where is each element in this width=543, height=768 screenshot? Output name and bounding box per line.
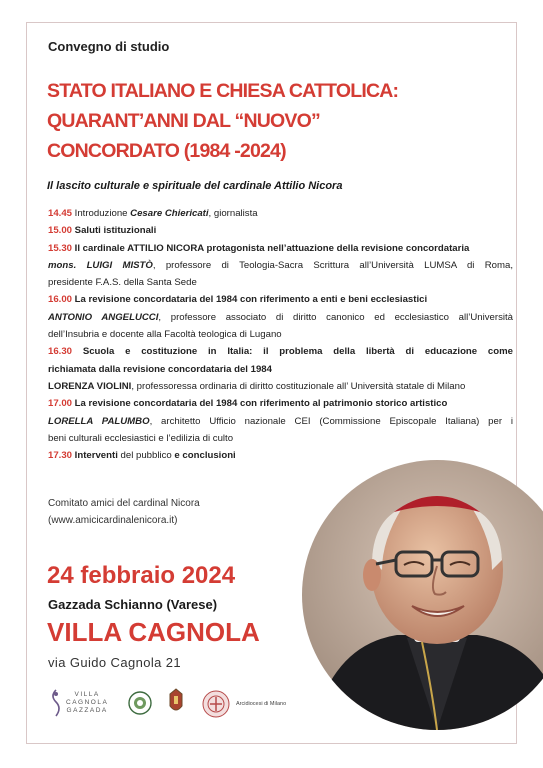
program-title: Saluti istituzionali xyxy=(72,225,157,237)
villa-cagnola-logo-text: VILLA CAGNOLA GAZZADA xyxy=(66,691,109,714)
program-time: 15.30 xyxy=(48,242,73,254)
program-time: 16.00 xyxy=(48,294,73,306)
program-title: La revisione concordataria del 1984 con riferimento al patrimonio storico artistico xyxy=(72,398,448,410)
organizer-name: Comitato amici del cardinal Nicora xyxy=(48,498,200,509)
program-title: Scuola e costituzione in Italia: il problema della libertà di educazione come xyxy=(72,346,513,358)
archdiocese-seal-icon xyxy=(202,690,230,723)
event-address: via Guido Cagnola 21 xyxy=(48,655,182,670)
title-line-3: CONCORDATO (1984 -2024) xyxy=(47,140,286,162)
program-title: Interventi xyxy=(72,450,118,462)
speaker-name: ANTONIO ANGELUCCI xyxy=(48,311,159,323)
program-time: 17.00 xyxy=(48,398,73,410)
speaker-name: Cesare Chiericati xyxy=(130,208,209,219)
program-item xyxy=(48,343,513,360)
program-speaker-line: presidente F.A.S. della Santa Sede xyxy=(48,277,197,289)
program-speaker-line: LORENZA VIOLINI, professoressa ordinaria di diritto costituzionale all’ Università statale di Milano xyxy=(48,380,466,392)
program-title: Il cardinale ATTILIO NICORA protagonista nell’attuazione della revisione concordataria xyxy=(72,242,470,254)
program-list xyxy=(48,205,513,464)
program-speaker-line: beni culturali ecclesiastici e l’edilizia di culto xyxy=(48,432,234,444)
event-kicker: Convegno di studio xyxy=(48,39,170,54)
green-circular-emblem-icon xyxy=(128,691,152,720)
program-item: 14.45 Introduzione Cesare Chiericati, giornalista xyxy=(48,208,258,219)
villa-cagnola-logo-icon xyxy=(48,688,64,723)
program-time: 16.30 xyxy=(48,346,73,358)
program-time: 15.00 xyxy=(48,225,73,237)
program-item xyxy=(48,222,513,239)
program-item: 17.30 Interventi del pubblico e conclusioni xyxy=(48,450,236,462)
program-time: 17.30 xyxy=(48,450,73,462)
program-item xyxy=(48,291,513,308)
organizer-website: (www.amicicardinalenicora.it) xyxy=(48,515,178,526)
archdiocese-name: Arcidiocesi di Milano xyxy=(236,701,287,707)
program-item xyxy=(48,395,513,412)
title-line-1: STATO ITALIANO E CHIESA CATTOLICA: xyxy=(47,80,399,102)
speaker-name: LORENZA VIOLINI xyxy=(48,380,132,392)
sponsor-logos xyxy=(48,688,308,722)
speaker-name: LORELLA PALUMBO xyxy=(48,415,150,427)
organizer-credit xyxy=(48,495,200,529)
program-speaker-line: dell’Insubria e docente alla Facoltà teologica di Lugano xyxy=(48,329,282,341)
program-title-continuation: richiamata dalla revisione concordataria del 1984 xyxy=(48,363,272,375)
program-title: La revisione concordataria del 1984 con riferimento a enti e beni ecclesiastici xyxy=(72,294,428,306)
title-line-2: QUARANT’ANNI DAL “NUOVO” xyxy=(47,110,320,132)
event-venue: VILLA CAGNOLA xyxy=(47,617,260,647)
event-date: 24 febbraio 2024 xyxy=(47,562,236,589)
program-speaker-line: LORELLA PALUMBO, architetto Ufficio nazionale CEI (Commissione Episcopale Italiana) per i xyxy=(48,415,513,427)
program-item xyxy=(48,240,513,257)
program-speaker-line: mons. LUIGI MISTÒ, professore di Teologia-Sacra Scrittura all’Università LUMSA di Roma, xyxy=(48,259,513,271)
coat-of-arms-icon xyxy=(166,688,186,723)
program-time: 14.45 xyxy=(48,208,73,219)
event-town: Gazzada Schianno (Varese) xyxy=(48,597,218,612)
event-title xyxy=(47,76,517,166)
program-speaker-line: ANTONIO ANGELUCCI, professore associato di diritto canonico ed ecclesiastico all’Università xyxy=(48,311,513,323)
event-subtitle: Il lascito culturale e spirituale del cardinale Attilio Nicora xyxy=(47,180,343,192)
speaker-name: mons. LUIGI MISTÒ xyxy=(48,259,153,271)
